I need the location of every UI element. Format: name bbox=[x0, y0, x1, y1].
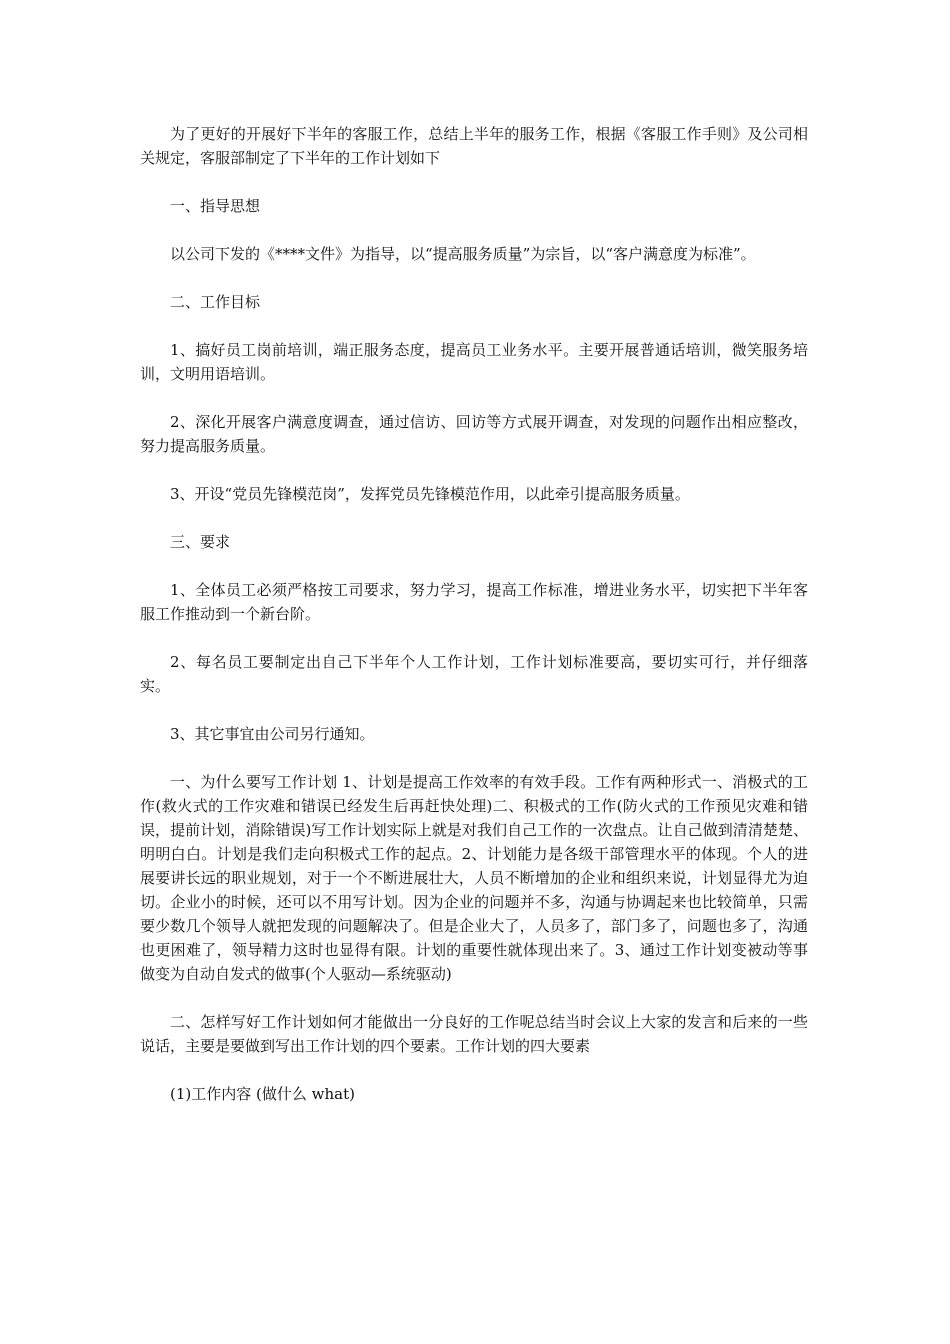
goal-item-1: 1、搞好员工岗前培训，端正服务态度，提高员工业务水平。主要开展普通话培训，微笑服务培训，文明用语培训。 bbox=[140, 341, 808, 383]
requirement-item-2: 2、每名员工要制定出自己下半年个人工作计划，工作计划标准要高，要切实可行，并仔细落实。 bbox=[140, 653, 808, 695]
how-write-plan-paragraph: 二、怎样写好工作计划如何才能做出一分良好的工作呢总结当时会议上大家的发言和后来的一些说话，主要是要做到写出工作计划的四个要素。工作计划的四大要素 bbox=[140, 1013, 808, 1055]
heading-work-goals: 二、工作目标 bbox=[170, 293, 261, 311]
document-body bbox=[140, 122, 808, 1130]
goal-item-3: 3、开设“党员先锋模范岗”，发挥党员先锋模范作用，以此牵引提高服务质量。 bbox=[170, 485, 690, 503]
work-content-item: (1)工作内容 (做什么 what) bbox=[170, 1085, 355, 1103]
requirement-item-3: 3、其它事宜由公司另行通知。 bbox=[170, 725, 375, 743]
heading-guiding-ideology: 一、指导思想 bbox=[170, 197, 261, 215]
requirement-item-1: 1、全体员工必须严格按工司要求，努力学习，提高工作标准，增进业务水平，切实把下半年客服工作推动到一个新台阶。 bbox=[140, 581, 808, 623]
intro-paragraph: 为了更好的开展好下半年的客服工作，总结上半年的服务工作，根据《客服工作手则》及公司相关规定，客服部制定了下半年的工作计划如下 bbox=[140, 125, 808, 167]
why-write-plan-paragraph: 一、为什么要写工作计划 1、计划是提高工作效率的有效手段。工作有两种形式一、消极式的工作(救火式的工作灾难和错误已经发生后再赶快处理)二、积极式的工作(防火式的工作预见灾难和错误，提前计划，消除错误)写工作计划实际上就是对我们自己工作的一次盘点。让自己做到清清楚楚、明明白白。计划是我们走向积极式工作的起点。2、计划能力是各级干部管理水平的体现。个人的进展要讲长远的职业规划，对于一个不断进展壮大，人员不断增加的企业和组织来说，计划显得尤为迫切。企业小的时候，还可以不用写计划。因为企业的问题并不多，沟通与协调起来也比较简单，只需要少数几个领导人就把发现的问题解决了。但是企业大了，人员多了，部门多了，问题也多了，沟通也更困难了，领导精力这时也显得有限。计划的重要性就体现出来了。3、通过工作计划变被动等事做变为自动自发式的做事(个人驱动—系统驱动) bbox=[140, 773, 808, 983]
heading-requirements: 三、要求 bbox=[170, 533, 231, 551]
guiding-ideology-paragraph: 以公司下发的《****文件》为指导，以“提高服务质量”为宗旨，以“客户满意度为标准”。 bbox=[170, 245, 756, 263]
goal-item-2: 2、深化开展客户满意度调查，通过信访、回访等方式展开调查，对发现的问题作出相应整改，努力提高服务质量。 bbox=[140, 413, 808, 455]
